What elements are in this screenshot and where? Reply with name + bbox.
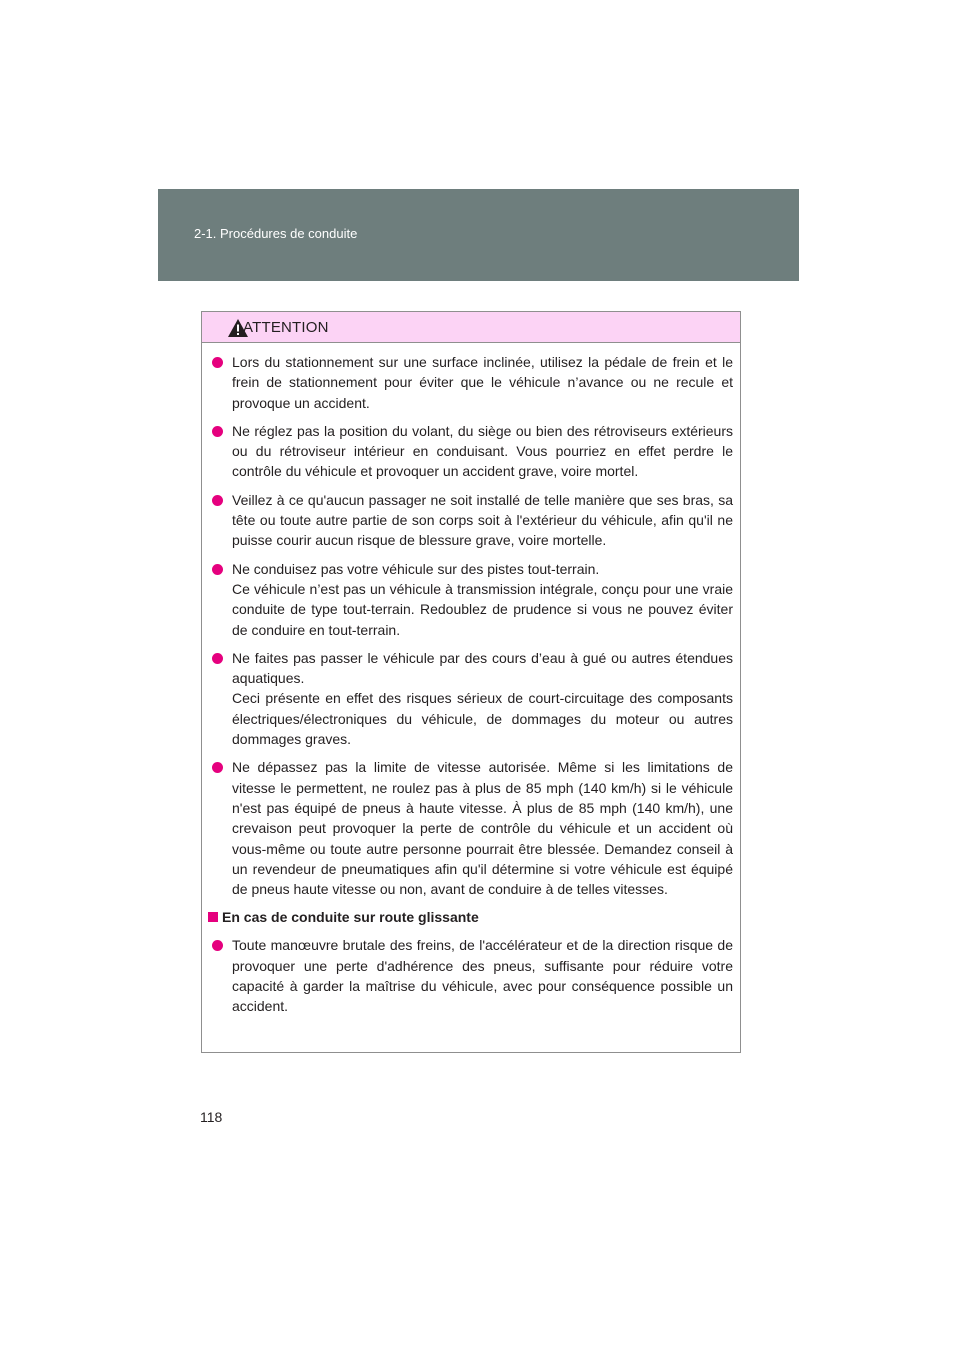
section-title: En cas de conduite sur route glissante: [222, 909, 479, 926]
item-text: Ne dépassez pas la limite de vitesse autorisée. Même si les limitations de vitesse le permettent, ne roulez pas à plus de 85 mph (140 km/h) si le véhicule n'est pas équipé de pneus à haute vitesse. À plus de 85 mph (140 km/h), une crevaison peut provoquer la perte de contrôle du véhicule et un accident où vous-même ou toute autre personne pourrait être blessée. Demandez conseil à un revendeur de pneumatiques afin qu'il détermine si votre véhicule est équipé de pneus haute vitesse ou non, avant de conduire à de telles vitesses.: [232, 759, 733, 898]
section-heading: [208, 907, 733, 927]
item-text: Ne faites pas passer le véhicule par des cours d’eau à gué ou autres étendues aquatiques.: [232, 649, 733, 687]
warning-item: [212, 421, 733, 482]
warning-item: [212, 935, 733, 1016]
bullet-dot-icon: [212, 495, 223, 506]
warning-box: [201, 311, 741, 1053]
chapter-header: [158, 189, 799, 281]
bullet-dot-icon: [212, 357, 223, 368]
square-bullet-icon: [208, 912, 218, 922]
bullet-dot-icon: [212, 940, 223, 951]
warning-title: ATTENTION: [243, 319, 329, 336]
warning-item: [212, 757, 733, 899]
item-text: Lors du stationnement sur une surface inclinée, utilisez la pédale de frein et le frein de stationnement pour éviter que le véhicule n’avance ou ne recule et provoque un accident.: [232, 354, 733, 411]
warning-content: [202, 343, 740, 1017]
item-text: Veillez à ce qu'aucun passager ne soit installé de telle manière que ses bras, sa tête ou toute autre partie de son corps soit à l'extérieur du véhicule, afin qu'il ne puisse courir aucun risque de blessure grave, voire mortelle.: [232, 491, 733, 549]
bullet-dot-icon: [212, 564, 223, 575]
bullet-dot-icon: [212, 653, 223, 664]
chapter-title: 2-1. Procédures de conduite: [194, 226, 358, 241]
warning-header: [202, 312, 740, 343]
warning-item: [212, 352, 733, 413]
item-text: Ceci présente en effet des risques sérieux de court-circuitage des composants électriques/électroniques du véhicule, de dommages du moteur ou autres dommages graves.: [232, 690, 733, 748]
bullet-dot-icon: [212, 426, 223, 437]
item-text: Ne conduisez pas votre véhicule sur des pistes tout-terrain.: [232, 560, 600, 577]
item-text: Toute manœuvre brutale des freins, de l'accélérateur et de la direction risque de provoquer une perte d'adhérence des pneus, suffisante pour réduire votre capacité à garder la maîtrise du véhicule, avec pour conséquence possible un accident.: [232, 937, 733, 1015]
bullet-dot-icon: [212, 762, 223, 773]
page-number: 118: [200, 1109, 223, 1125]
item-text: Ce véhicule n’est pas un véhicule à transmission intégrale, conçu pour une vraie conduite de type tout-terrain. Redoublez de prudence si vous ne pouvez éviter de conduire en tout-terrain.: [232, 580, 733, 638]
item-text: Ne réglez pas la position du volant, du siège ou bien des rétroviseurs extérieurs ou du rétroviseur intérieur en conduisant. Vous pourriez en effet perdre le contrôle du véhicule et provoquer un accident grave, voire mortel.: [232, 422, 733, 480]
warning-item: [212, 559, 733, 640]
warning-item: [212, 490, 733, 551]
warning-item: [212, 648, 733, 749]
